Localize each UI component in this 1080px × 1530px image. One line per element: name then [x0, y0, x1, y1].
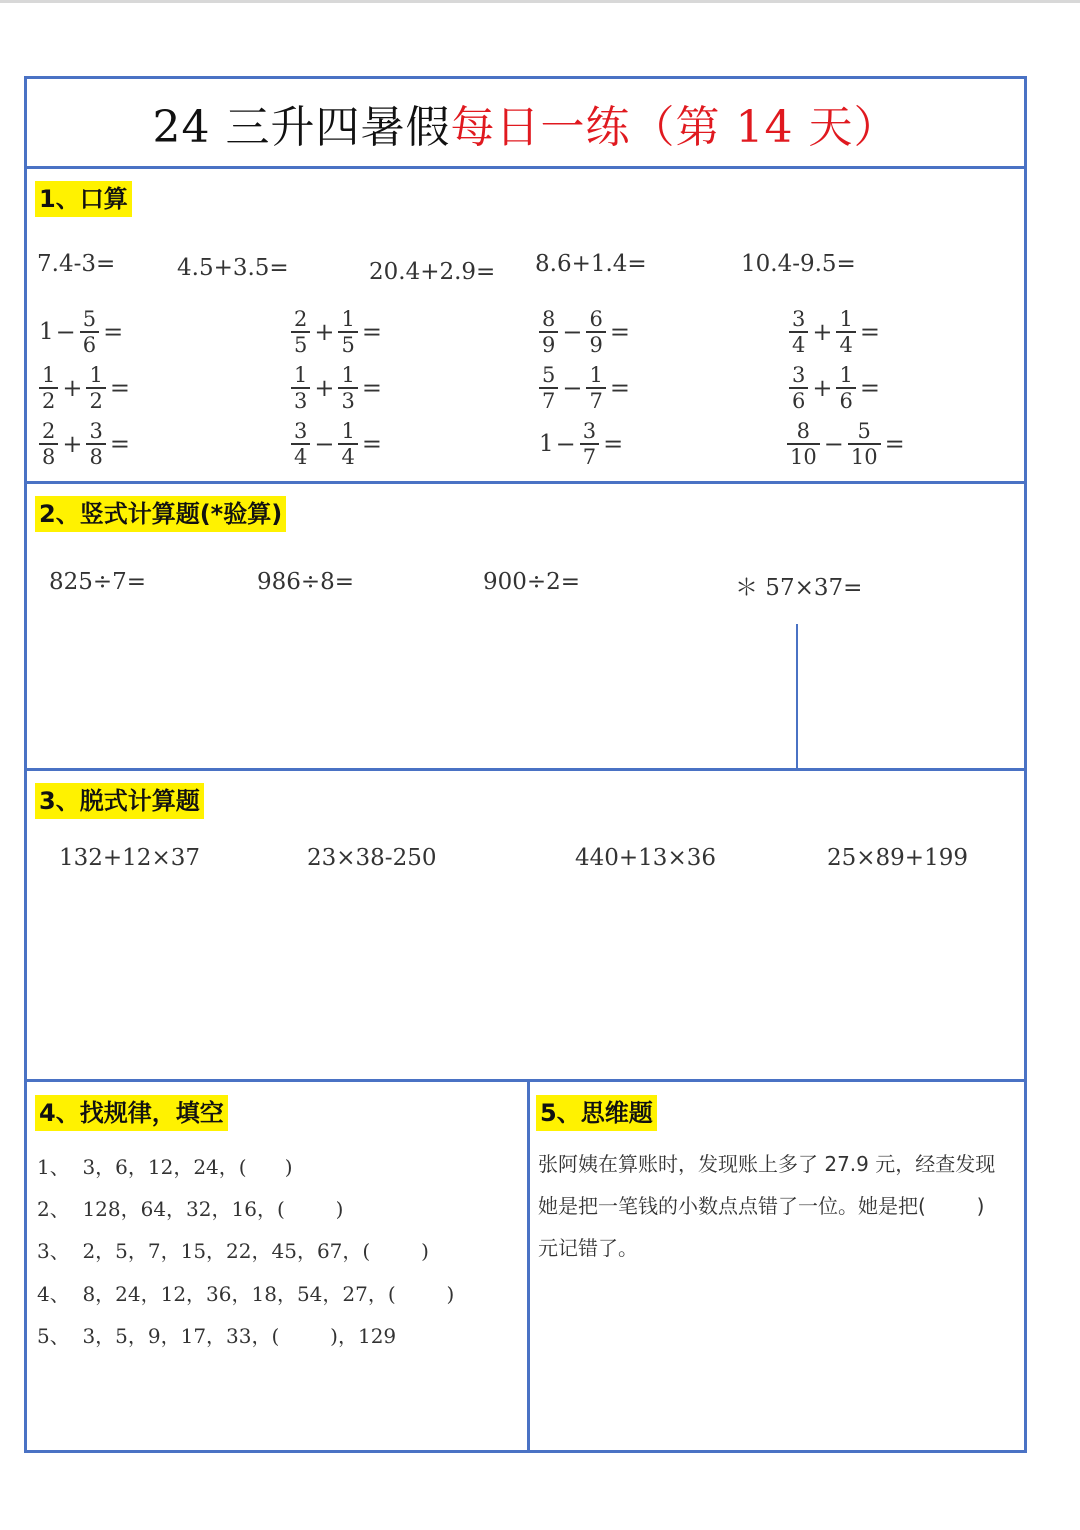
denominator: 3: [341, 388, 355, 413]
fraction-expr: [39, 307, 125, 357]
decimal-expr: 4.5+3.5=: [177, 255, 289, 281]
fraction: [291, 419, 310, 469]
worksheet: [24, 76, 1027, 1453]
numerator: 5: [857, 419, 871, 443]
equals: =: [603, 429, 624, 458]
numerator: 3: [89, 419, 103, 443]
equals: =: [609, 317, 630, 346]
numerator: 1: [341, 419, 355, 443]
fraction: [539, 307, 558, 357]
fraction: [39, 363, 58, 413]
numerator: 2: [42, 419, 56, 443]
decimal-expr: 7.4-3=: [37, 251, 116, 277]
decimal-expr: 10.4-9.5=: [741, 251, 856, 277]
denominator: 4: [839, 332, 853, 357]
equals: =: [609, 373, 630, 402]
divider: [27, 768, 1024, 771]
mixed-expr: 132+12×37: [59, 845, 200, 871]
problem-line: [538, 1185, 1018, 1227]
denominator: 7: [542, 388, 556, 413]
numerator: 8: [796, 419, 811, 443]
pattern-item: 5、 3，5，9，17，33，( )，129: [37, 1324, 397, 1348]
top-edge: [0, 0, 1080, 3]
numerator: 5: [542, 363, 556, 387]
whole: 1: [39, 318, 54, 345]
fraction: [39, 419, 58, 469]
fraction: [291, 307, 310, 357]
fraction: [86, 363, 105, 413]
fraction: [80, 307, 99, 357]
denominator: 9: [542, 332, 556, 357]
denominator: 10: [850, 444, 878, 469]
fraction: [789, 307, 808, 357]
operator: −: [555, 429, 576, 458]
denominator: 6: [82, 332, 97, 357]
column-divider: [527, 1079, 530, 1453]
pattern-item: 4、 8，24，12，36，18，54，27，( ): [37, 1282, 455, 1306]
fraction-expr: [785, 419, 907, 469]
numerator: 6: [589, 307, 603, 331]
section2-heading: 2、竖式计算题(*验算): [35, 496, 286, 532]
denominator: 3: [294, 388, 308, 413]
numerator: 1: [89, 363, 103, 387]
operator: +: [812, 373, 833, 402]
operator: +: [62, 429, 83, 458]
divider: [27, 1079, 1024, 1082]
equals: =: [103, 317, 124, 346]
denominator: 5: [294, 332, 308, 357]
numerator: 5: [82, 307, 97, 331]
title-red: 每日一练（第 14 天）: [450, 102, 899, 153]
decimal-expr: 8.6+1.4=: [535, 251, 647, 277]
division-expr: 900÷2=: [483, 569, 581, 595]
numerator: 8: [542, 307, 556, 331]
fraction-expr: [537, 307, 632, 357]
operator: −: [562, 317, 583, 346]
denominator: 7: [582, 444, 597, 469]
page-title: [27, 79, 1024, 167]
numerator: 1: [839, 363, 853, 387]
equals: =: [361, 373, 382, 402]
denominator: 7: [589, 388, 603, 413]
fraction: [836, 363, 855, 413]
fraction: [848, 419, 881, 469]
fraction: [291, 363, 310, 413]
whole: 1: [539, 430, 554, 457]
denominator: 8: [42, 444, 56, 469]
decimal-expr: 20.4+2.9=: [369, 259, 496, 285]
pattern-item: 1、 3，6，12，24，( ): [37, 1155, 293, 1179]
denominator: 2: [89, 388, 103, 413]
equals: =: [884, 429, 905, 458]
pattern-item: 3、 2，5，7，15，22，45，67，( ): [37, 1239, 429, 1263]
fraction: [86, 419, 105, 469]
problem-line: 元记错了。: [538, 1236, 638, 1260]
numerator: 1: [294, 363, 308, 387]
denominator: 5: [341, 332, 355, 357]
multiplication-expr: ＊ 57×37=: [735, 575, 863, 601]
operator: −: [562, 373, 583, 402]
fraction-expr: [289, 419, 384, 469]
problem-line: [538, 1143, 1018, 1185]
fraction: [586, 307, 605, 357]
fraction-expr: [537, 363, 632, 413]
fraction-expr: [787, 363, 882, 413]
fraction: [338, 419, 357, 469]
operator: −: [55, 317, 76, 346]
fraction: [789, 363, 808, 413]
fraction-expr: [289, 307, 384, 357]
numerator: 3: [582, 419, 597, 443]
divider: [27, 166, 1024, 169]
numerator: 1: [839, 307, 853, 331]
numerator: 3: [294, 419, 308, 443]
fraction-expr: [787, 307, 882, 357]
fraction-expr: [539, 419, 625, 469]
operator: +: [314, 373, 335, 402]
fraction-expr: [37, 363, 132, 413]
mixed-expr: 25×89+199: [827, 845, 968, 871]
denominator: 4: [792, 332, 806, 357]
text: 元，经查发现: [868, 1152, 996, 1176]
mixed-expr: 440+13×36: [575, 845, 716, 871]
section3-heading: 3、脱式计算题: [35, 783, 204, 819]
division-expr: 986÷8=: [257, 569, 355, 595]
numerator: 1: [589, 363, 603, 387]
denominator: 8: [89, 444, 103, 469]
equals: =: [859, 373, 880, 402]
numerator: 1: [341, 363, 355, 387]
answer-blank: ( ): [918, 1194, 985, 1218]
denominator: 2: [42, 388, 56, 413]
text: 张阿姨在算账时，发现账上多了: [538, 1152, 825, 1176]
operator: +: [314, 317, 335, 346]
title-black: 24 三升四暑假: [152, 102, 451, 153]
operator: −: [823, 429, 844, 458]
thin-divider: [796, 624, 798, 770]
operator: +: [62, 373, 83, 402]
denominator: 9: [589, 332, 603, 357]
numerator: 3: [792, 307, 806, 331]
numerator: 1: [42, 363, 56, 387]
denominator: 4: [294, 444, 308, 469]
fraction: [338, 307, 357, 357]
numerator: 3: [792, 363, 806, 387]
equals: =: [361, 317, 382, 346]
denominator: 6: [839, 388, 853, 413]
section4-heading: 4、找规律，填空: [35, 1095, 228, 1131]
amount: 27.9: [824, 1152, 869, 1176]
fraction: [539, 363, 558, 413]
divider: [27, 481, 1024, 484]
thinking-problem: [538, 1143, 1018, 1269]
equals: =: [109, 373, 130, 402]
equals: =: [361, 429, 382, 458]
fraction: [586, 363, 605, 413]
operator: +: [812, 317, 833, 346]
fraction: [836, 307, 855, 357]
fraction-expr: [37, 419, 132, 469]
mixed-expr: 23×38-250: [307, 845, 437, 871]
division-expr: 825÷7=: [49, 569, 147, 595]
fraction: [580, 419, 599, 469]
numerator: 2: [294, 307, 308, 331]
denominator: 6: [792, 388, 806, 413]
denominator: 10: [790, 444, 817, 469]
fraction: [787, 419, 820, 469]
denominator: 4: [341, 444, 355, 469]
equals: =: [109, 429, 130, 458]
section1-heading: 1、口算: [35, 181, 132, 217]
pattern-item: 2、 128，64，32，16，( ): [37, 1197, 344, 1221]
operator: −: [314, 429, 335, 458]
numerator: 1: [341, 307, 355, 331]
text: 她是把一笔钱的小数点点错了一位。她是把: [538, 1194, 918, 1218]
fraction: [338, 363, 357, 413]
equals: =: [859, 317, 880, 346]
fraction-expr: [289, 363, 384, 413]
section5-heading: 5、思维题: [536, 1095, 657, 1131]
